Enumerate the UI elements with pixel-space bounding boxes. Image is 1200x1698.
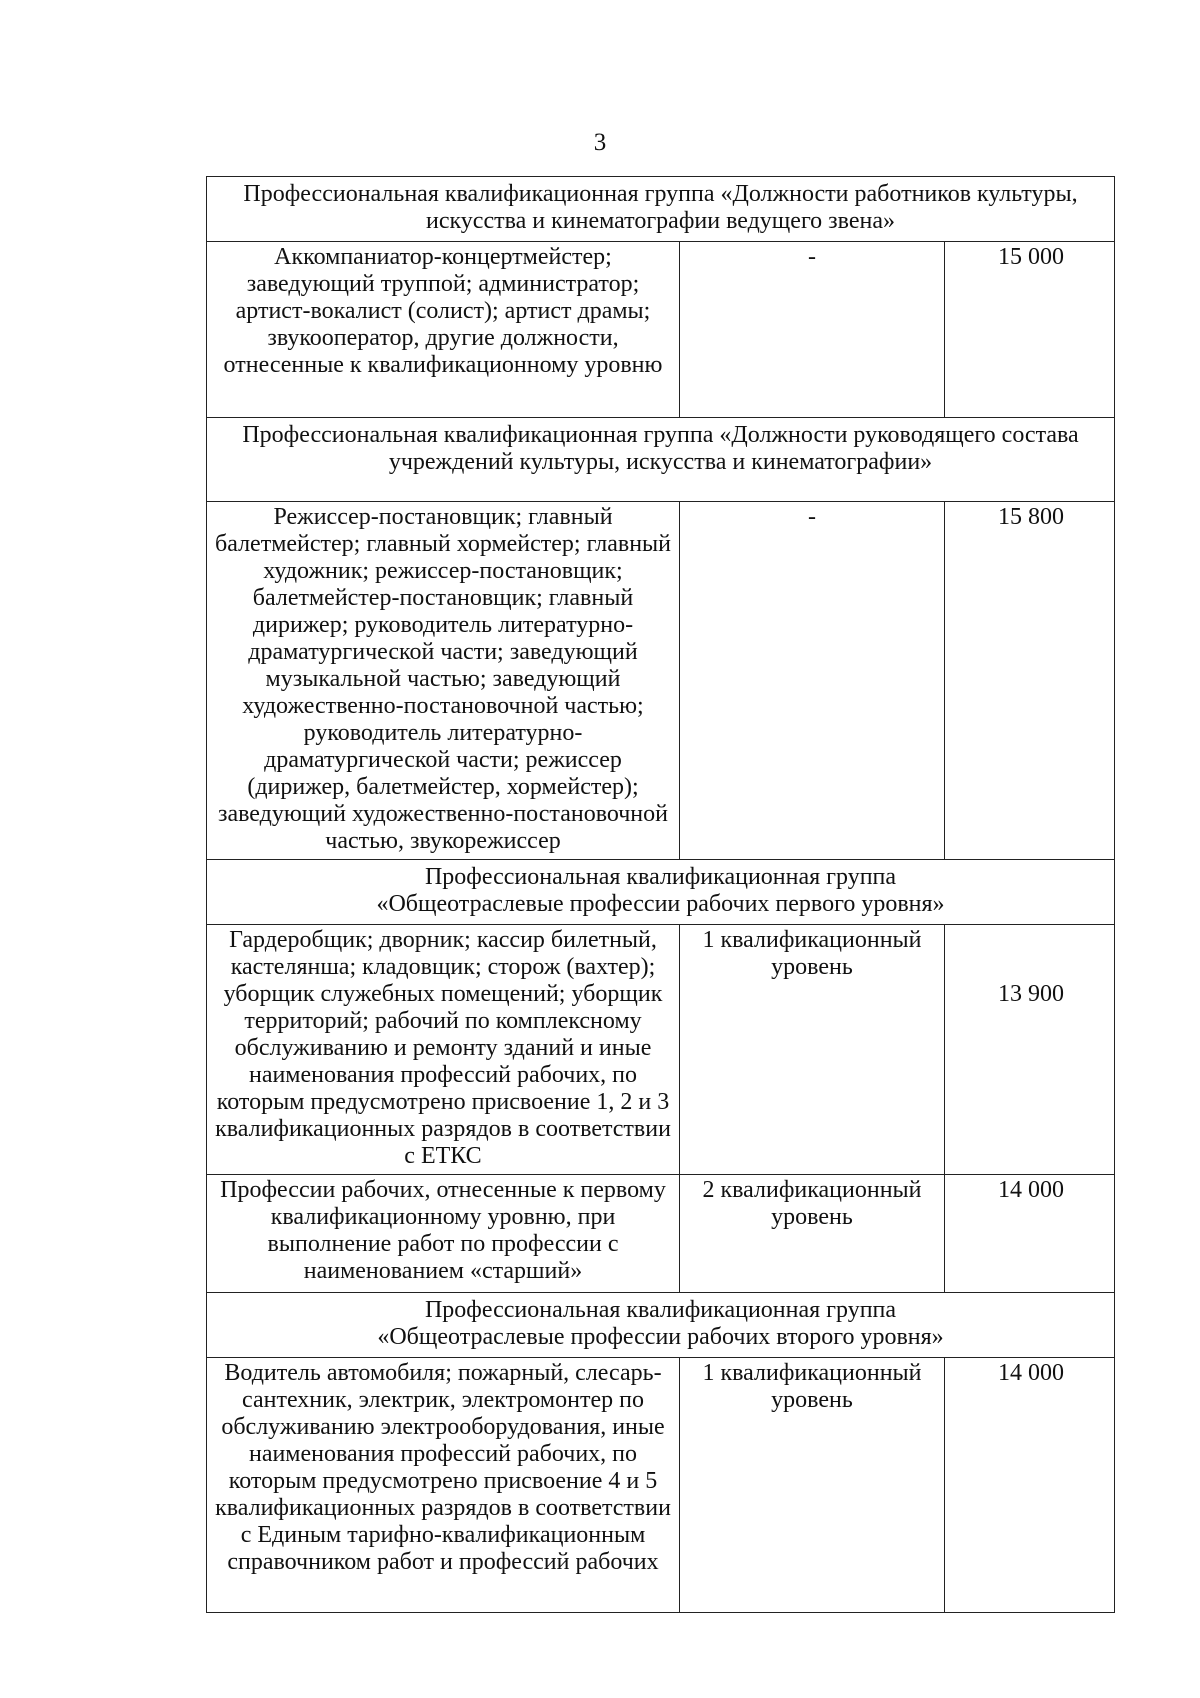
positions-cell: Аккомпаниатор-концертмейстер; заведующий труппой; администратор; артист-вокалист (солист); артист драмы; звукооператор, другие должности, отнесенные к квалификационному уровню bbox=[207, 242, 680, 418]
level-cell: - bbox=[680, 502, 945, 860]
table-row-group bbox=[207, 860, 1115, 925]
table-row bbox=[207, 925, 1115, 1175]
level-cell: 2 квалификационный уровень bbox=[680, 1175, 945, 1293]
table-row bbox=[207, 1175, 1115, 1293]
group-header: Профессиональная квалификационная группа «Должности руководящего состава учреждений культуры, искусства и кинематографии» bbox=[207, 418, 1115, 502]
salary-cell: 14 000 bbox=[945, 1175, 1115, 1293]
positions-cell: Профессии рабочих, отнесенные к первому квалификационному уровню, при выполнение работ по профессии с наименованием «старший» bbox=[207, 1175, 680, 1293]
group-header: Профессиональная квалификационная группа «Должности работников культуры, искусства и кинематографии ведущего звена» bbox=[207, 177, 1115, 242]
level-cell: 1 квалификационный уровень bbox=[680, 1358, 945, 1613]
salary-cell: 15 800 bbox=[945, 502, 1115, 860]
salary-cell: 15 000 bbox=[945, 242, 1115, 418]
positions-cell: Режиссер-постановщик; главный балетмейстер; главный хормейстер; главный художник; режиссер-постановщик; балетмейстер-постановщик; главный дирижер; руководитель литературно-драматургической части; заведующий музыкальной частью; заведующий художественно-постановочной частью; руководитель литературно-драматургической части; режиссер (дирижер, балетмейстер, хормейстер); заведующий художественно-постановочной частью, звукорежиссер bbox=[207, 502, 680, 860]
table-row-group bbox=[207, 177, 1115, 242]
positions-cell: Водитель автомобиля; пожарный, слесарь-сантехник, электрик, электромонтер по обслуживанию электрооборудования, иные наименования профессий рабочих, по которым предусмотрено присвоение 4 и 5 квалификационных разрядов в соответствии с Единым тарифно-квалификационным справочником работ и профессий рабочих bbox=[207, 1358, 680, 1613]
table-row bbox=[207, 1358, 1115, 1613]
level-cell: 1 квалификационный уровень bbox=[680, 925, 945, 1175]
group-header: Профессиональная квалификационная группа «Общеотраслевые профессии рабочих первого уровня» bbox=[207, 860, 1115, 925]
page-number: 3 bbox=[593, 129, 607, 156]
salary-table bbox=[206, 176, 1115, 1613]
level-cell: - bbox=[680, 242, 945, 418]
positions-cell: Гардеробщик; дворник; кассир билетный, кастелянша; кладовщик; сторож (вахтер); уборщик служебных помещений; уборщик территорий; рабочий по комплексному обслуживанию и ремонту зданий и иные наименования профессий рабочих, по которым предусмотрено присвоение 1, 2 и 3 квалификационных разрядов в соответствии с ЕТКС bbox=[207, 925, 680, 1175]
salary-cell bbox=[945, 925, 1115, 1175]
group-header: Профессиональная квалификационная группа «Общеотраслевые профессии рабочих второго уровня» bbox=[207, 1293, 1115, 1358]
table-row bbox=[207, 502, 1115, 860]
salary-cell: 14 000 bbox=[945, 1358, 1115, 1613]
table-row-group bbox=[207, 418, 1115, 502]
table-row bbox=[207, 242, 1115, 418]
table-row-group bbox=[207, 1293, 1115, 1358]
salary-value: 13 900 bbox=[998, 981, 1064, 1007]
